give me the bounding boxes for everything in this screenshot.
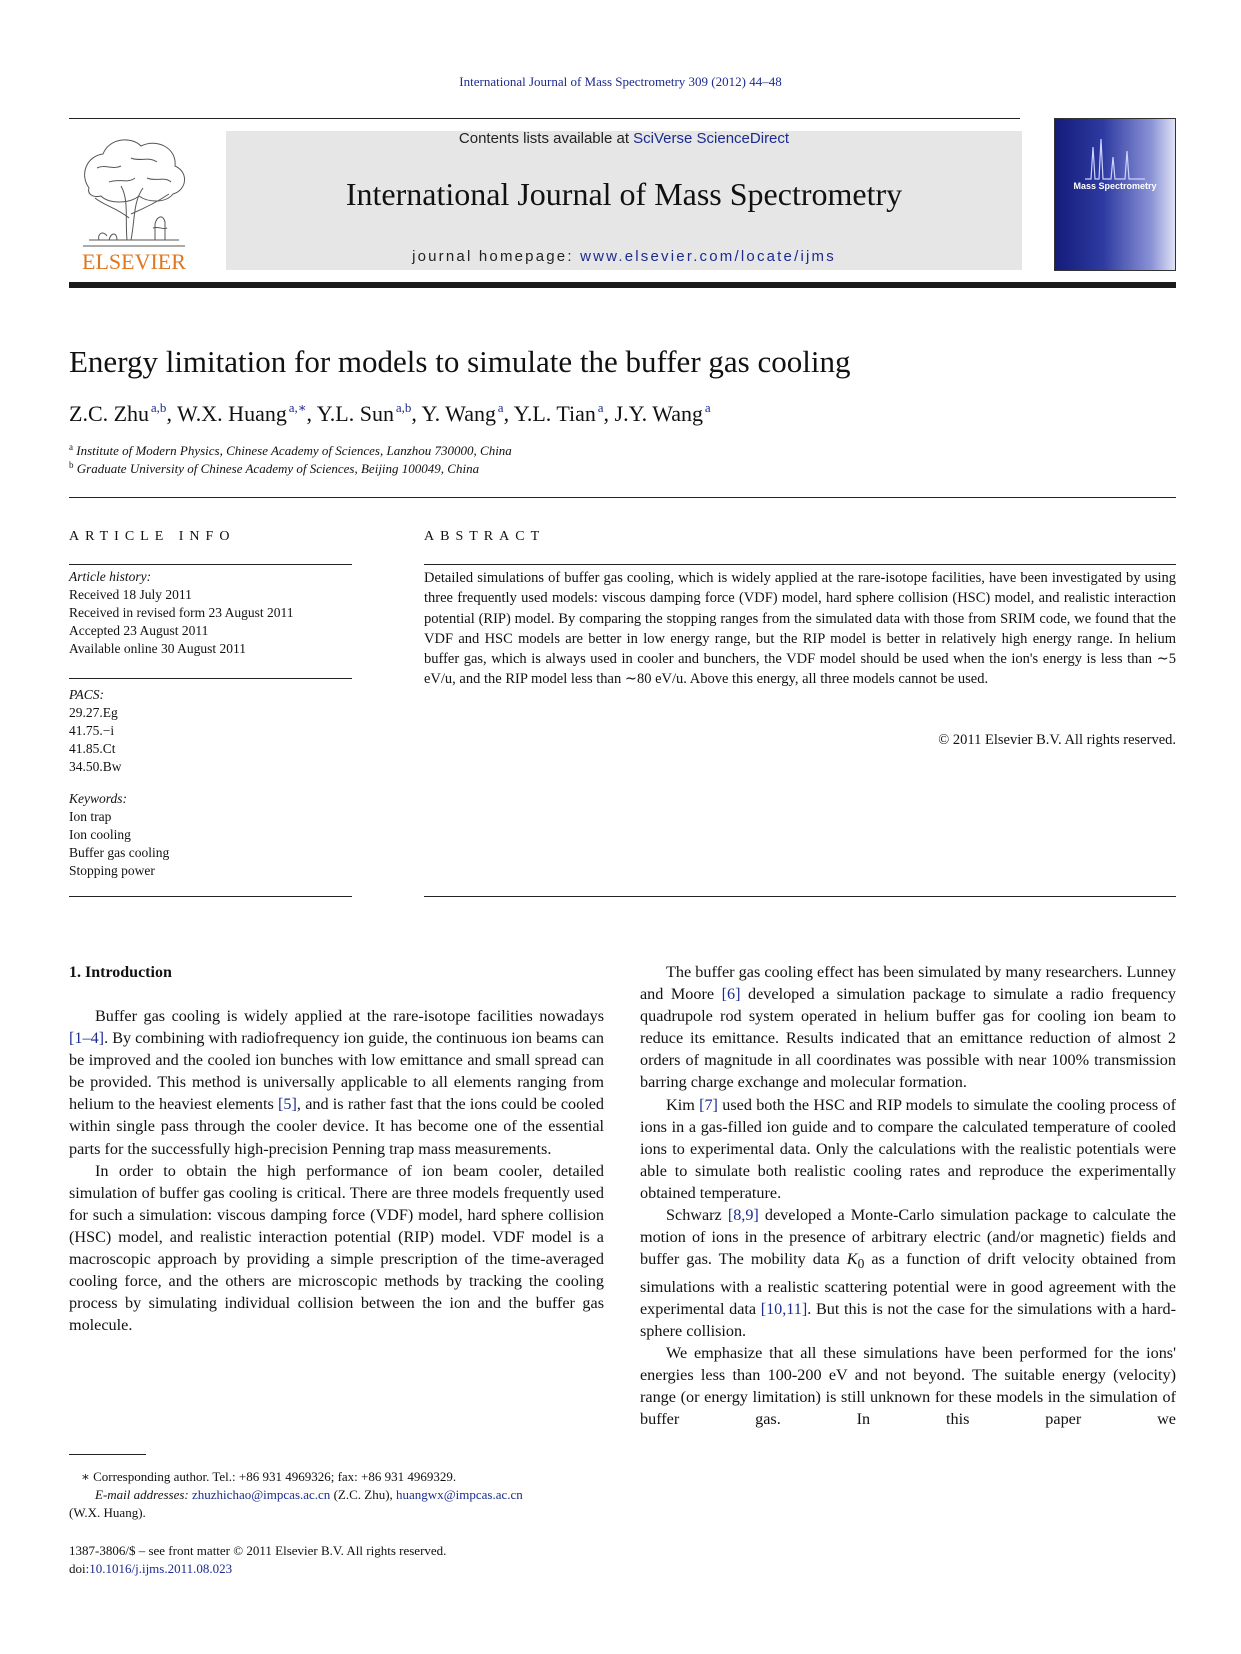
corresponding-author-note: ∗ Corresponding author. Tel.: +86 931 4969326; fax: +86 931 4969329.	[81, 1469, 457, 1484]
pacs-item: 34.50.Bw	[69, 759, 122, 774]
elsevier-logo	[69, 128, 199, 274]
info-rule	[69, 564, 352, 565]
history-item: Accepted 23 August 2011	[69, 623, 209, 638]
email-link[interactable]: zhuzhichao@impcas.ac.cn	[192, 1487, 331, 1502]
paragraph: Kim [7] used both the HSC and RIP models to simulate the cooling process of ions in a gas-filled ion guide and to compare the calculated temperature of cooled ions to experimental data. Only the calculations with the realistic potentials were able to simulate both realistic cooling rates and reproduce the experimentally obtained temperature.	[640, 1095, 1176, 1202]
author: W.X. Huang	[177, 401, 287, 426]
info-bottom-rule	[69, 896, 352, 897]
paragraph: We emphasize that all these simulations have been performed for the ions' energies less than 100-200 eV and not beyond. The suitable energy (velocity) range (or energy limitation) is still unknown for these models in the simulation of buffer gas. In this paper we	[640, 1343, 1176, 1429]
svg-text:ELSEVIER: ELSEVIER	[82, 249, 186, 274]
cover-spectrum-icon	[1055, 127, 1175, 187]
header-thick-rule	[69, 282, 1176, 288]
contents-line	[226, 130, 1022, 147]
email-note	[69, 1486, 604, 1504]
paragraph: Buffer gas cooling is widely applied at the rare-isotope facilities nowadays [1–4]. By combining with radiofrequency ion guide, the continuous ion beams can be improved and the cooled ion bunches with low emittance and small spread can be provided. This method is universally applicable to all elements ranging from helium to the heaviest elements [5], and is rather fast that the ions could be cooled within single pass through the cooler device. It has become one of the essential parts for the successfully high-precision Penning trap mass measurements.	[69, 1007, 604, 1158]
author: Y.L. Sun	[316, 401, 394, 426]
author-affil-mark[interactable]: a,b	[150, 400, 167, 415]
abstract-text: Detailed simulations of buffer gas cooling, which is widely applied at the rare-isotope facilities, have been investigated by using three frequently used models: viscous damping force (VDF) model, hard sphere collision (HSC) model, and realistic interaction potential (RIP) model. By comparing the stopping ranges from the simulated data with those from SRIM code, we found that the VDF and HSC models are better in low energy range, but the RIP model is better in relatively high energy range. In helium buffer gas, which is always used in cooler and bunchers, the VDF model should be used when the ion's energy is less than ∼5 eV/u, and the RIP model less than ∼80 eV/u. Above this energy, all three models cannot be used.	[424, 570, 1176, 688]
author-affil-mark[interactable]: a,∗	[288, 400, 307, 415]
affiliation-mark: a	[69, 442, 73, 452]
email-owner: (W.X. Huang).	[69, 1505, 146, 1520]
email-label: E-mail addresses:	[95, 1487, 193, 1502]
author-affil-mark[interactable]: a,b	[395, 400, 412, 415]
citation-link[interactable]: [10,11]	[760, 1299, 808, 1318]
author: Z.C. Zhu	[69, 401, 150, 426]
citation-link[interactable]: [7]	[699, 1095, 718, 1114]
journal-name: International Journal of Mass Spectrometry	[345, 176, 903, 212]
abstract-heading: ABSTRACT	[424, 529, 546, 544]
pacs-item: 29.27.Eg	[69, 705, 118, 720]
top-rule	[69, 118, 1020, 119]
homepage-link[interactable]: www.elsevier.com/locate/ijms	[580, 248, 836, 265]
doi-link[interactable]: 10.1016/j.ijms.2011.08.023	[89, 1561, 233, 1576]
history-item: Received 18 July 2011	[69, 587, 192, 602]
abstract-copyright: © 2011 Elsevier B.V. All rights reserved.	[938, 732, 1176, 748]
running-head[interactable]: International Journal of Mass Spectrometry 309 (2012) 44–48	[459, 74, 782, 89]
keyword-item: Buffer gas cooling	[69, 845, 170, 860]
homepage-line	[226, 248, 1022, 265]
footnote-rule	[69, 1454, 146, 1455]
math-symbol: K	[846, 1250, 858, 1269]
author: Y.L. Tian	[513, 401, 596, 426]
author-affil-mark[interactable]: a	[597, 400, 604, 415]
section-heading: 1. Introduction	[69, 964, 172, 981]
abstract-rule	[424, 564, 1176, 565]
cover-title: Mass Spectrometry	[1073, 181, 1157, 191]
affiliation-mark: b	[69, 460, 74, 470]
article-title: Energy limitation for models to simulate the buffer gas cooling	[69, 344, 851, 379]
left-column	[69, 1005, 604, 1336]
author: J.Y. Wang	[614, 401, 704, 426]
email-link[interactable]: huangwx@impcas.ac.cn	[396, 1487, 523, 1502]
paragraph: The buffer gas cooling effect has been simulated by many researchers. Lunney and Moore [6] developed a simulation package to simulate a radio frequency quadrupole rod system operated in helium buffer gas for cooling ion beam to reduce its emittance. Results indicated that an emittance reduction of almost 2 orders of magnitude in all coordinates was possible with near 100% transmission barring charge exchange and molecular formation.	[640, 963, 1176, 1092]
article-info-heading: ARTICLE INFO	[69, 529, 236, 544]
keyword-item: Ion cooling	[69, 827, 131, 842]
sciencedirect-link[interactable]: SciVerse ScienceDirect	[633, 130, 790, 147]
email-owner: (Z.C. Zhu),	[330, 1487, 397, 1502]
issn-line: 1387-3806/$ – see front matter © 2011 Elsevier B.V. All rights reserved.	[69, 1543, 447, 1558]
affiliation-rule	[69, 497, 1176, 498]
doi-line	[69, 1560, 446, 1578]
info-rule	[69, 678, 352, 679]
elsevier-tree-icon	[69, 128, 199, 274]
history-label: Article history:	[69, 569, 152, 584]
author-affil-mark[interactable]: a	[497, 400, 504, 415]
pacs-item: 41.85.Ct	[69, 741, 116, 756]
affiliation-text: Graduate University of Chinese Academy of Sciences, Beijing 100049, China	[76, 461, 480, 476]
journal-cover[interactable]	[1054, 118, 1176, 271]
citation-link[interactable]: [8,9]	[727, 1206, 759, 1225]
front-matter	[69, 1542, 446, 1578]
keyword-item: Ion trap	[69, 809, 112, 824]
pacs-list	[69, 686, 122, 776]
affiliation-a	[69, 442, 512, 459]
abstract-bottom-rule	[424, 896, 1176, 897]
affiliation-b	[69, 460, 479, 477]
pacs-item: 41.75.−i	[69, 723, 115, 738]
history-item: Received in revised form 23 August 2011	[69, 605, 294, 620]
footnotes	[69, 1468, 604, 1522]
author-list: Z.C. Zhu $^{a,b}$, W.X. Huang $^{a,∗}$, Y.L. Sun $^{a,b}$, Y. Wang $^a$, Y.L. Tian $^a$, J.Y. Wang $^a$	[69, 400, 711, 426]
keyword-list	[69, 790, 169, 880]
keywords-label: Keywords:	[69, 791, 127, 806]
history-item: Available online 30 August 2011	[69, 641, 246, 656]
citation-link[interactable]: [6]	[721, 985, 741, 1004]
contents-prefix: Contents lists available at	[458, 130, 634, 147]
citation-link[interactable]: [1–4]	[69, 1029, 105, 1048]
author: Y. Wang	[421, 401, 496, 426]
citation-link[interactable]: [5]	[278, 1095, 297, 1114]
math-subscript: 0	[857, 1256, 865, 1272]
right-column	[640, 961, 1176, 1430]
homepage-prefix: journal homepage:	[412, 248, 581, 265]
doi-label: doi:	[69, 1561, 90, 1576]
paragraph: In order to obtain the high performance of ion beam cooler, detailed simulation of buffer gas cooling is critical. There are three models frequently used for such a simulation: viscous damping force (VDF) model, hard sphere collision (HSC) model, and realistic interaction potential (RIP) model. VDF model is a macroscopic approach by providing a simple prescription of the time-averaged cooling force, and the others are microscopic methods by tracking the cooling process by simulating individual collision between the ion and the buffer gas molecule.	[69, 1161, 604, 1335]
paragraph: Schwarz [8,9] developed a Monte-Carlo simulation package to calculate the motion of ions in the presence of arbitrary electric (and/or magnetic) fields and buffer gas. The mobility data $K_0$ as a function of drift velocity obtained from simulations with a realistic scattering potential were in good agreement with the experimental data [10,11]. But this is not the case for the simulations with a hard-sphere collision.	[640, 1206, 1176, 1340]
article-history	[69, 568, 293, 658]
keyword-item: Stopping power	[69, 863, 155, 878]
affiliation-text: Institute of Modern Physics, Chinese Academy of Sciences, Lanzhou 730000, China	[76, 443, 512, 458]
pacs-label: PACS:	[69, 687, 105, 702]
author-affil-mark[interactable]: a	[704, 400, 711, 415]
